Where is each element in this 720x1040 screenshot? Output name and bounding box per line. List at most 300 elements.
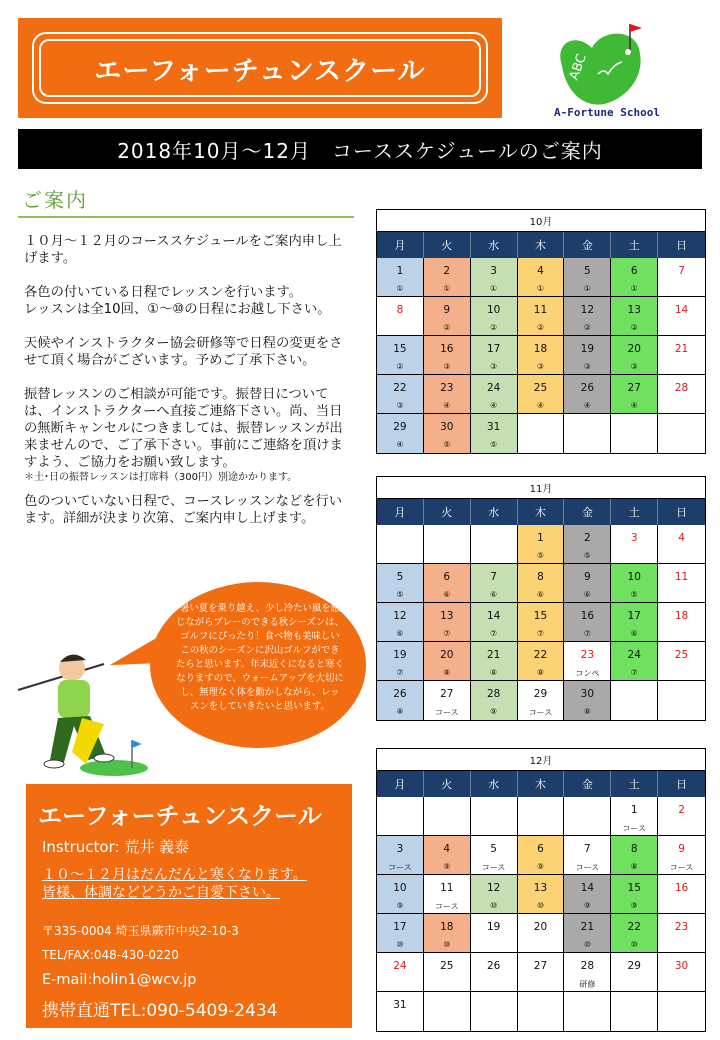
day-cell: [658, 297, 705, 336]
day-number: 18: [674, 610, 689, 622]
day-cell: [471, 836, 518, 875]
day-number: 8: [396, 304, 404, 316]
day-number: 30: [580, 688, 595, 700]
lesson-note: ⑥: [630, 629, 638, 638]
guide-body: [24, 233, 354, 544]
day-cell: [377, 681, 424, 720]
day-cell: [658, 953, 705, 992]
day-number: 15: [393, 343, 407, 355]
lesson-note: ③: [583, 362, 591, 371]
lesson-note: ⑤: [443, 440, 451, 449]
lesson-note: ⑤: [396, 590, 404, 599]
lesson-note: コース: [434, 708, 459, 717]
day-number: 1: [396, 265, 404, 277]
day-cell: [611, 797, 658, 836]
empty-cell: [518, 992, 565, 1031]
day-cell: [611, 875, 658, 914]
day-number: 18: [533, 343, 548, 355]
school-logo-icon: [548, 18, 658, 118]
day-cell: [518, 375, 565, 414]
day-cell: [424, 836, 471, 875]
day-number: 27: [627, 382, 641, 394]
empty-cell: [424, 525, 471, 564]
lesson-note: ③: [443, 362, 451, 371]
day-cell: [518, 875, 565, 914]
day-number: 28: [486, 688, 501, 700]
lesson-note: ①: [536, 284, 545, 293]
lesson-note: ⑧: [490, 668, 498, 677]
day-cell: [424, 375, 471, 414]
guide-para-2: [24, 284, 354, 318]
day-number: 24: [393, 960, 407, 972]
day-number: 25: [533, 382, 548, 394]
guide-para-2b: レッスンは全10回、①～⑩の日程にお越し下さい。: [24, 302, 331, 317]
weekday-label: 水: [471, 499, 518, 525]
lesson-note: ④: [490, 401, 498, 410]
day-cell: [518, 525, 565, 564]
contact-message-2: 皆様、体調などどうかご自愛下さい。: [42, 885, 280, 901]
day-number: 26: [580, 382, 595, 394]
day-number: 5: [396, 571, 404, 583]
day-cell: [377, 297, 424, 336]
lesson-note: ④: [583, 401, 591, 410]
day-cell: [377, 836, 424, 875]
day-cell: [471, 953, 518, 992]
weekday-label: 木: [518, 232, 565, 258]
guide-para-1: １０月～１２月のコーススケジュールをご案内申し上げます。: [24, 234, 342, 266]
empty-cell: [564, 992, 611, 1031]
day-cell: [564, 525, 611, 564]
day-number: 16: [440, 343, 454, 355]
lesson-note: ⑥: [583, 590, 591, 599]
lesson-note: ⑥: [443, 590, 451, 599]
day-cell: [471, 914, 518, 953]
day-number: 31: [393, 999, 407, 1011]
day-cell: [424, 914, 471, 953]
day-cell: [564, 297, 611, 336]
day-cell: [377, 914, 424, 953]
lesson-note: ⑨: [583, 901, 591, 910]
day-cell: [658, 836, 705, 875]
day-number: 21: [674, 343, 689, 355]
day-cell: [424, 564, 471, 603]
lesson-note: コース: [575, 863, 600, 872]
day-cell: [658, 875, 705, 914]
calendar-title: 11月: [377, 477, 705, 499]
lesson-note: ⑩: [443, 940, 451, 949]
day-cell: [564, 681, 611, 720]
day-number: 18: [440, 921, 454, 933]
day-number: 14: [674, 304, 689, 316]
lesson-note: ②: [583, 323, 591, 332]
day-number: 21: [580, 921, 595, 933]
day-cell: [377, 375, 424, 414]
day-cell: [564, 875, 611, 914]
day-cell: [471, 875, 518, 914]
guide-para-4-text: 振替レッスンのご相談が可能です。振替日については、インストラクターへ直接ご連絡下さい。尚、当日の無断キャンセルにつきましては、振替レッスンが出来ませんので、ご了承下さい。事前にご連絡を頂けますよう、ご協力をお願い致します。: [24, 387, 343, 470]
day-number: 16: [580, 610, 595, 622]
day-cell: [471, 297, 518, 336]
day-number: 2: [678, 804, 685, 816]
day-cell: [564, 603, 611, 642]
day-number: 24: [627, 649, 641, 661]
weekday-label: 金: [564, 499, 611, 525]
lesson-note: ①: [396, 284, 404, 293]
day-number: 10: [486, 304, 501, 316]
day-number: 9: [443, 304, 451, 316]
empty-cell: [564, 414, 611, 453]
lesson-note: ④: [396, 440, 404, 449]
calendar-december: [376, 748, 706, 1032]
day-number: 15: [627, 882, 641, 894]
day-cell: [518, 836, 565, 875]
day-cell: [424, 681, 471, 720]
header-banner: [18, 18, 502, 118]
day-number: 22: [393, 382, 407, 394]
lesson-note: ⑤: [536, 551, 545, 560]
empty-cell: [424, 992, 471, 1031]
day-cell: [658, 258, 705, 297]
day-cell: [564, 642, 611, 681]
weekday-label: 月: [377, 499, 424, 525]
day-number: 26: [393, 688, 407, 700]
weekday-label: 土: [611, 232, 658, 258]
day-cell: [611, 336, 658, 375]
logo-caption: A-Fortune School: [554, 106, 660, 119]
lesson-note: コース: [481, 863, 506, 872]
day-number: 21: [486, 649, 501, 661]
day-number: 30: [674, 960, 689, 972]
day-cell: [611, 836, 658, 875]
lesson-note: ④: [536, 401, 545, 410]
day-cell: [424, 875, 471, 914]
empty-cell: [471, 797, 518, 836]
day-number: 3: [490, 265, 497, 277]
lesson-note: ④: [630, 401, 638, 410]
day-number: 5: [584, 265, 591, 277]
day-cell: [518, 953, 565, 992]
calendar-grid: [377, 525, 705, 720]
day-cell: [611, 953, 658, 992]
day-cell: [377, 642, 424, 681]
lesson-note: 研修: [579, 980, 596, 989]
weekday-label: 木: [518, 499, 565, 525]
day-number: 31: [486, 421, 501, 433]
day-cell: [658, 914, 705, 953]
header-frame: [32, 32, 488, 104]
day-cell: [424, 336, 471, 375]
day-number: 10: [627, 571, 641, 583]
lesson-note: ⑩: [396, 940, 404, 949]
header-frame-inner: [39, 39, 481, 97]
lesson-note: ⑨: [630, 901, 638, 910]
day-cell: [471, 375, 518, 414]
weekday-label: 火: [424, 499, 471, 525]
lesson-note: ④: [443, 401, 451, 410]
lesson-note: ⑩: [490, 901, 498, 910]
lesson-note: ③: [630, 362, 638, 371]
day-number: 19: [393, 649, 407, 661]
day-number: 14: [486, 610, 501, 622]
guide-para-5: 色のついていない日程で、コースレッスンなどを行います。詳細が決まり次第、ご案内申し上げます。: [24, 494, 343, 526]
guide-para-3: 天候やインストラクター協会研修等で日程の変更をさせて頂く場合がございます。予めご了承下さい。: [24, 336, 343, 368]
lesson-note: ①: [630, 284, 638, 293]
day-number: 25: [440, 960, 454, 972]
lesson-note: ⑧: [536, 668, 545, 677]
day-cell: [611, 375, 658, 414]
lesson-note: コース: [669, 863, 694, 872]
weekday-label: 火: [424, 232, 471, 258]
lesson-note: ⑥: [490, 590, 498, 599]
day-cell: [471, 642, 518, 681]
lesson-note: ③: [536, 362, 545, 371]
lesson-note: ⑨: [536, 862, 545, 871]
day-number: 22: [533, 649, 548, 661]
weekday-header: [377, 499, 705, 525]
calendar-title: 10月: [377, 210, 705, 232]
day-number: 20: [533, 921, 548, 933]
day-number: 8: [537, 571, 544, 583]
day-number: 23: [440, 382, 454, 394]
empty-cell: [564, 797, 611, 836]
lesson-note: ⑦: [583, 629, 591, 638]
empty-cell: [611, 681, 658, 720]
calendar-november: [376, 476, 706, 721]
day-number: 16: [674, 882, 689, 894]
weekday-label: 火: [424, 771, 471, 797]
day-cell: [377, 953, 424, 992]
lesson-note: コンペ: [575, 669, 600, 678]
day-number: 27: [440, 688, 454, 700]
day-number: 7: [678, 265, 685, 277]
day-number: 28: [580, 960, 595, 972]
lesson-note: ③: [396, 401, 404, 410]
day-cell: [658, 525, 705, 564]
day-number: 7: [490, 571, 497, 583]
bubble-text: 暑い夏を乗り越え、少し冷たい風を感じながらプレーのできる秋シーズンは、ゴルフにぴったり！食べ物も美味しいこの秋のシーズンに沢山ゴルフができたらと思います。年末近くになると寒くなりますので、ウォームアップを大切にし、無理なく体を動かしながら、レッスンをしていきたいと思います。: [176, 603, 345, 712]
lesson-note: ⑩: [536, 901, 545, 910]
lesson-note: ③: [490, 362, 498, 371]
day-number: 11: [533, 304, 548, 316]
contact-tel: TEL/FAX:048-430-0220: [42, 948, 179, 962]
contact-mobile[interactable]: 携帯直通TEL:090-5409-2434: [42, 1001, 278, 1021]
lesson-note: コース: [622, 824, 647, 833]
day-cell: [518, 258, 565, 297]
lesson-note: ⑦: [630, 668, 638, 677]
empty-cell: [658, 992, 705, 1031]
day-cell: [518, 297, 565, 336]
day-number: 17: [486, 343, 501, 355]
contact-address: 〒335-0004 埼玉県蕨市中央2-10-3: [42, 924, 239, 938]
calendar-october: [376, 209, 706, 454]
weekday-header: [377, 232, 705, 258]
empty-cell: [471, 525, 518, 564]
lesson-note: ⑩: [583, 940, 591, 949]
lesson-note: ⑧: [443, 668, 451, 677]
empty-cell: [658, 681, 705, 720]
day-number: 4: [678, 532, 685, 544]
empty-cell: [518, 797, 565, 836]
day-cell: [658, 603, 705, 642]
day-number: 20: [440, 649, 454, 661]
day-number: 4: [537, 265, 544, 277]
day-cell: [564, 953, 611, 992]
day-number: 28: [674, 382, 689, 394]
day-cell: [658, 642, 705, 681]
day-number: 11: [440, 882, 454, 894]
empty-cell: [377, 797, 424, 836]
day-cell: [564, 336, 611, 375]
day-cell: [424, 603, 471, 642]
day-cell: [611, 564, 658, 603]
lesson-note: ⑨: [396, 901, 404, 910]
day-cell: [564, 564, 611, 603]
day-cell: [564, 375, 611, 414]
day-cell: [658, 564, 705, 603]
contact-message-1: １０～１２月はだんだんと寒くなります。: [42, 867, 307, 883]
day-cell: [518, 336, 565, 375]
lesson-note: ⑤: [630, 590, 638, 599]
day-cell: [658, 375, 705, 414]
empty-cell: [424, 797, 471, 836]
guide-title: ご案内: [22, 188, 88, 212]
day-number: 11: [674, 571, 689, 583]
day-cell: [424, 414, 471, 453]
day-cell: [611, 525, 658, 564]
day-number: 30: [440, 421, 454, 433]
empty-cell: [471, 992, 518, 1031]
day-cell: [658, 797, 705, 836]
day-number: 13: [533, 882, 548, 894]
day-number: 13: [627, 304, 641, 316]
day-cell: [518, 642, 565, 681]
day-cell: [518, 681, 565, 720]
day-number: 12: [393, 610, 407, 622]
lesson-note: ⑤: [583, 551, 591, 560]
day-cell: [377, 992, 424, 1031]
guide-para-4: [24, 386, 354, 485]
day-cell: [424, 297, 471, 336]
day-number: 29: [533, 688, 548, 700]
day-number: 4: [443, 843, 451, 855]
lesson-note: ⑥: [536, 590, 545, 599]
lesson-note: ⑧: [630, 862, 638, 871]
day-number: 2: [443, 265, 451, 277]
lesson-note: ⑧: [396, 707, 404, 716]
day-number: 23: [580, 649, 595, 661]
calendar-grid: [377, 797, 705, 1031]
guide-divider: [18, 216, 354, 218]
day-cell: [611, 258, 658, 297]
day-cell: [471, 258, 518, 297]
day-cell: [564, 914, 611, 953]
day-number: 22: [627, 921, 641, 933]
day-cell: [611, 603, 658, 642]
weekday-label: 土: [611, 771, 658, 797]
lesson-note: ②: [630, 323, 638, 332]
day-cell: [658, 336, 705, 375]
day-number: 8: [630, 843, 638, 855]
guide-para-4-note: ＊土･日の振替レッスンは打席料（300円）別途かかります。: [24, 472, 298, 483]
day-cell: [377, 564, 424, 603]
school-title: エーフォーチュンスクール: [94, 55, 426, 87]
lesson-note: ②: [490, 323, 498, 332]
lesson-note: ⑦: [443, 629, 451, 638]
day-cell: [518, 564, 565, 603]
lesson-note: コース: [528, 708, 553, 717]
day-number: 17: [393, 921, 407, 933]
day-cell: [377, 875, 424, 914]
day-cell: [424, 258, 471, 297]
guide-para-2a: 各色の付いている日程でレッスンを行います。: [24, 285, 303, 300]
lesson-note: ⑥: [396, 629, 404, 638]
day-number: 25: [674, 649, 689, 661]
day-number: 12: [580, 304, 595, 316]
day-number: 9: [584, 571, 591, 583]
empty-cell: [377, 525, 424, 564]
day-number: 27: [533, 960, 548, 972]
calendar-title: 12月: [377, 749, 705, 771]
day-number: 6: [443, 571, 451, 583]
contact-box: [26, 784, 352, 1028]
lesson-note: ⑦: [536, 629, 545, 638]
day-cell: [471, 681, 518, 720]
day-number: 23: [674, 921, 689, 933]
weekday-label: 日: [676, 506, 688, 519]
day-number: 19: [486, 921, 501, 933]
day-number: 29: [627, 960, 641, 972]
weekday-label: 土: [611, 499, 658, 525]
day-cell: [471, 336, 518, 375]
day-number: 10: [393, 882, 407, 894]
empty-cell: [518, 414, 565, 453]
day-cell: [518, 914, 565, 953]
lesson-note: コース: [434, 902, 459, 911]
day-number: 12: [486, 882, 501, 894]
day-number: 26: [486, 960, 501, 972]
lesson-note: ⑦: [490, 629, 498, 638]
lesson-note: ⑦: [396, 668, 404, 677]
day-number: 17: [627, 610, 641, 622]
lesson-note: ⑨: [490, 707, 498, 716]
lesson-note: ①: [490, 284, 498, 293]
day-number: 29: [393, 421, 407, 433]
empty-cell: [611, 414, 658, 453]
lesson-note: ⑧: [583, 707, 591, 716]
day-number: 6: [537, 843, 544, 855]
calendar-grid: [377, 258, 705, 453]
weekday-header: [377, 771, 705, 797]
contact-email[interactable]: E-mail:holin1@wcv.jp: [42, 972, 197, 988]
day-cell: [611, 642, 658, 681]
day-number: 1: [630, 804, 638, 816]
logo-letters: ABC: [566, 52, 590, 83]
day-cell: [377, 414, 424, 453]
day-cell: [611, 297, 658, 336]
day-cell: [564, 836, 611, 875]
day-number: 2: [584, 532, 591, 544]
day-cell: [377, 336, 424, 375]
lesson-note: ②: [396, 362, 404, 371]
day-number: 24: [486, 382, 501, 394]
contact-school-name: エーフォーチュンスクール: [38, 802, 322, 830]
day-cell: [471, 564, 518, 603]
weekday-label: 月: [377, 771, 424, 797]
weekday-label: 日: [676, 239, 688, 252]
weekday-label: 月: [377, 232, 424, 258]
weekday-label: 木: [518, 771, 565, 797]
weekday-label: 金: [564, 232, 611, 258]
